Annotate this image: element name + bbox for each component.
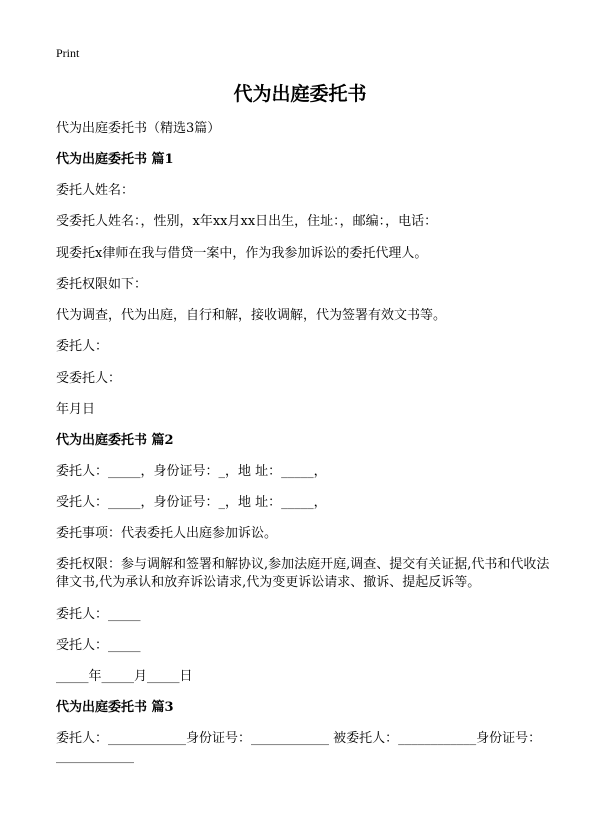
section-1-appointment: 现委托x律师在我与借贷一案中，作为我参加诉讼的委托代理人。 — [56, 246, 428, 261]
section-2-principal-info: 委托人：_____，身份证号：_，地 址：_____， — [56, 464, 327, 479]
section-2-matter: 委托事项：代表委托人出庭参加诉讼。 — [56, 526, 278, 541]
section-2-authority: 委托权限：参与调解和签署和解协议,参加法庭开庭,调查、提交有关证据,代书和代收法律文书,代为承认和放弃诉讼请求,代为变更诉讼请求、撤诉、提起反诉等。 — [56, 557, 550, 590]
section-2-date: _____年_____月_____日 — [56, 669, 193, 684]
section-1-agent-sign: 受委托人： — [56, 371, 122, 386]
section-2-agent-info: 受托人：_____，身份证号：_，地 址：_____， — [56, 495, 327, 510]
section-1-principal-sign: 委托人： — [56, 339, 109, 354]
print-link[interactable]: Print — [56, 46, 80, 60]
document-subtitle: 代为出庭委托书（精选3篇） — [56, 121, 221, 136]
section-1-agent-info: 受委托人姓名：，性别，x年xx月xx日出生，住址：，邮编：，电话： — [56, 214, 438, 229]
section-1-principal-name: 委托人姓名： — [56, 183, 135, 198]
section-1-authority-label: 委托权限如下： — [56, 277, 148, 292]
section-2-agent-sign: 受托人：_____ — [56, 638, 141, 653]
section-1-authority-scope: 代为调查，代为出庭，自行和解，接收调解，代为签署有效文书等。 — [56, 308, 447, 323]
section-2-heading: 代为出庭委托书 篇2 — [56, 433, 174, 448]
section-3-heading: 代为出庭委托书 篇3 — [56, 700, 174, 715]
section-3-parties: 委托人：____________身份证号：____________ 被委托人：____________身份证号：____________ — [56, 731, 542, 764]
section-2-principal-sign: 委托人：_____ — [56, 607, 141, 622]
section-1-date: 年月日 — [56, 402, 96, 417]
section-1-heading: 代为出庭委托书 篇1 — [56, 152, 174, 167]
document-title: 代为出庭委托书 — [233, 83, 367, 105]
